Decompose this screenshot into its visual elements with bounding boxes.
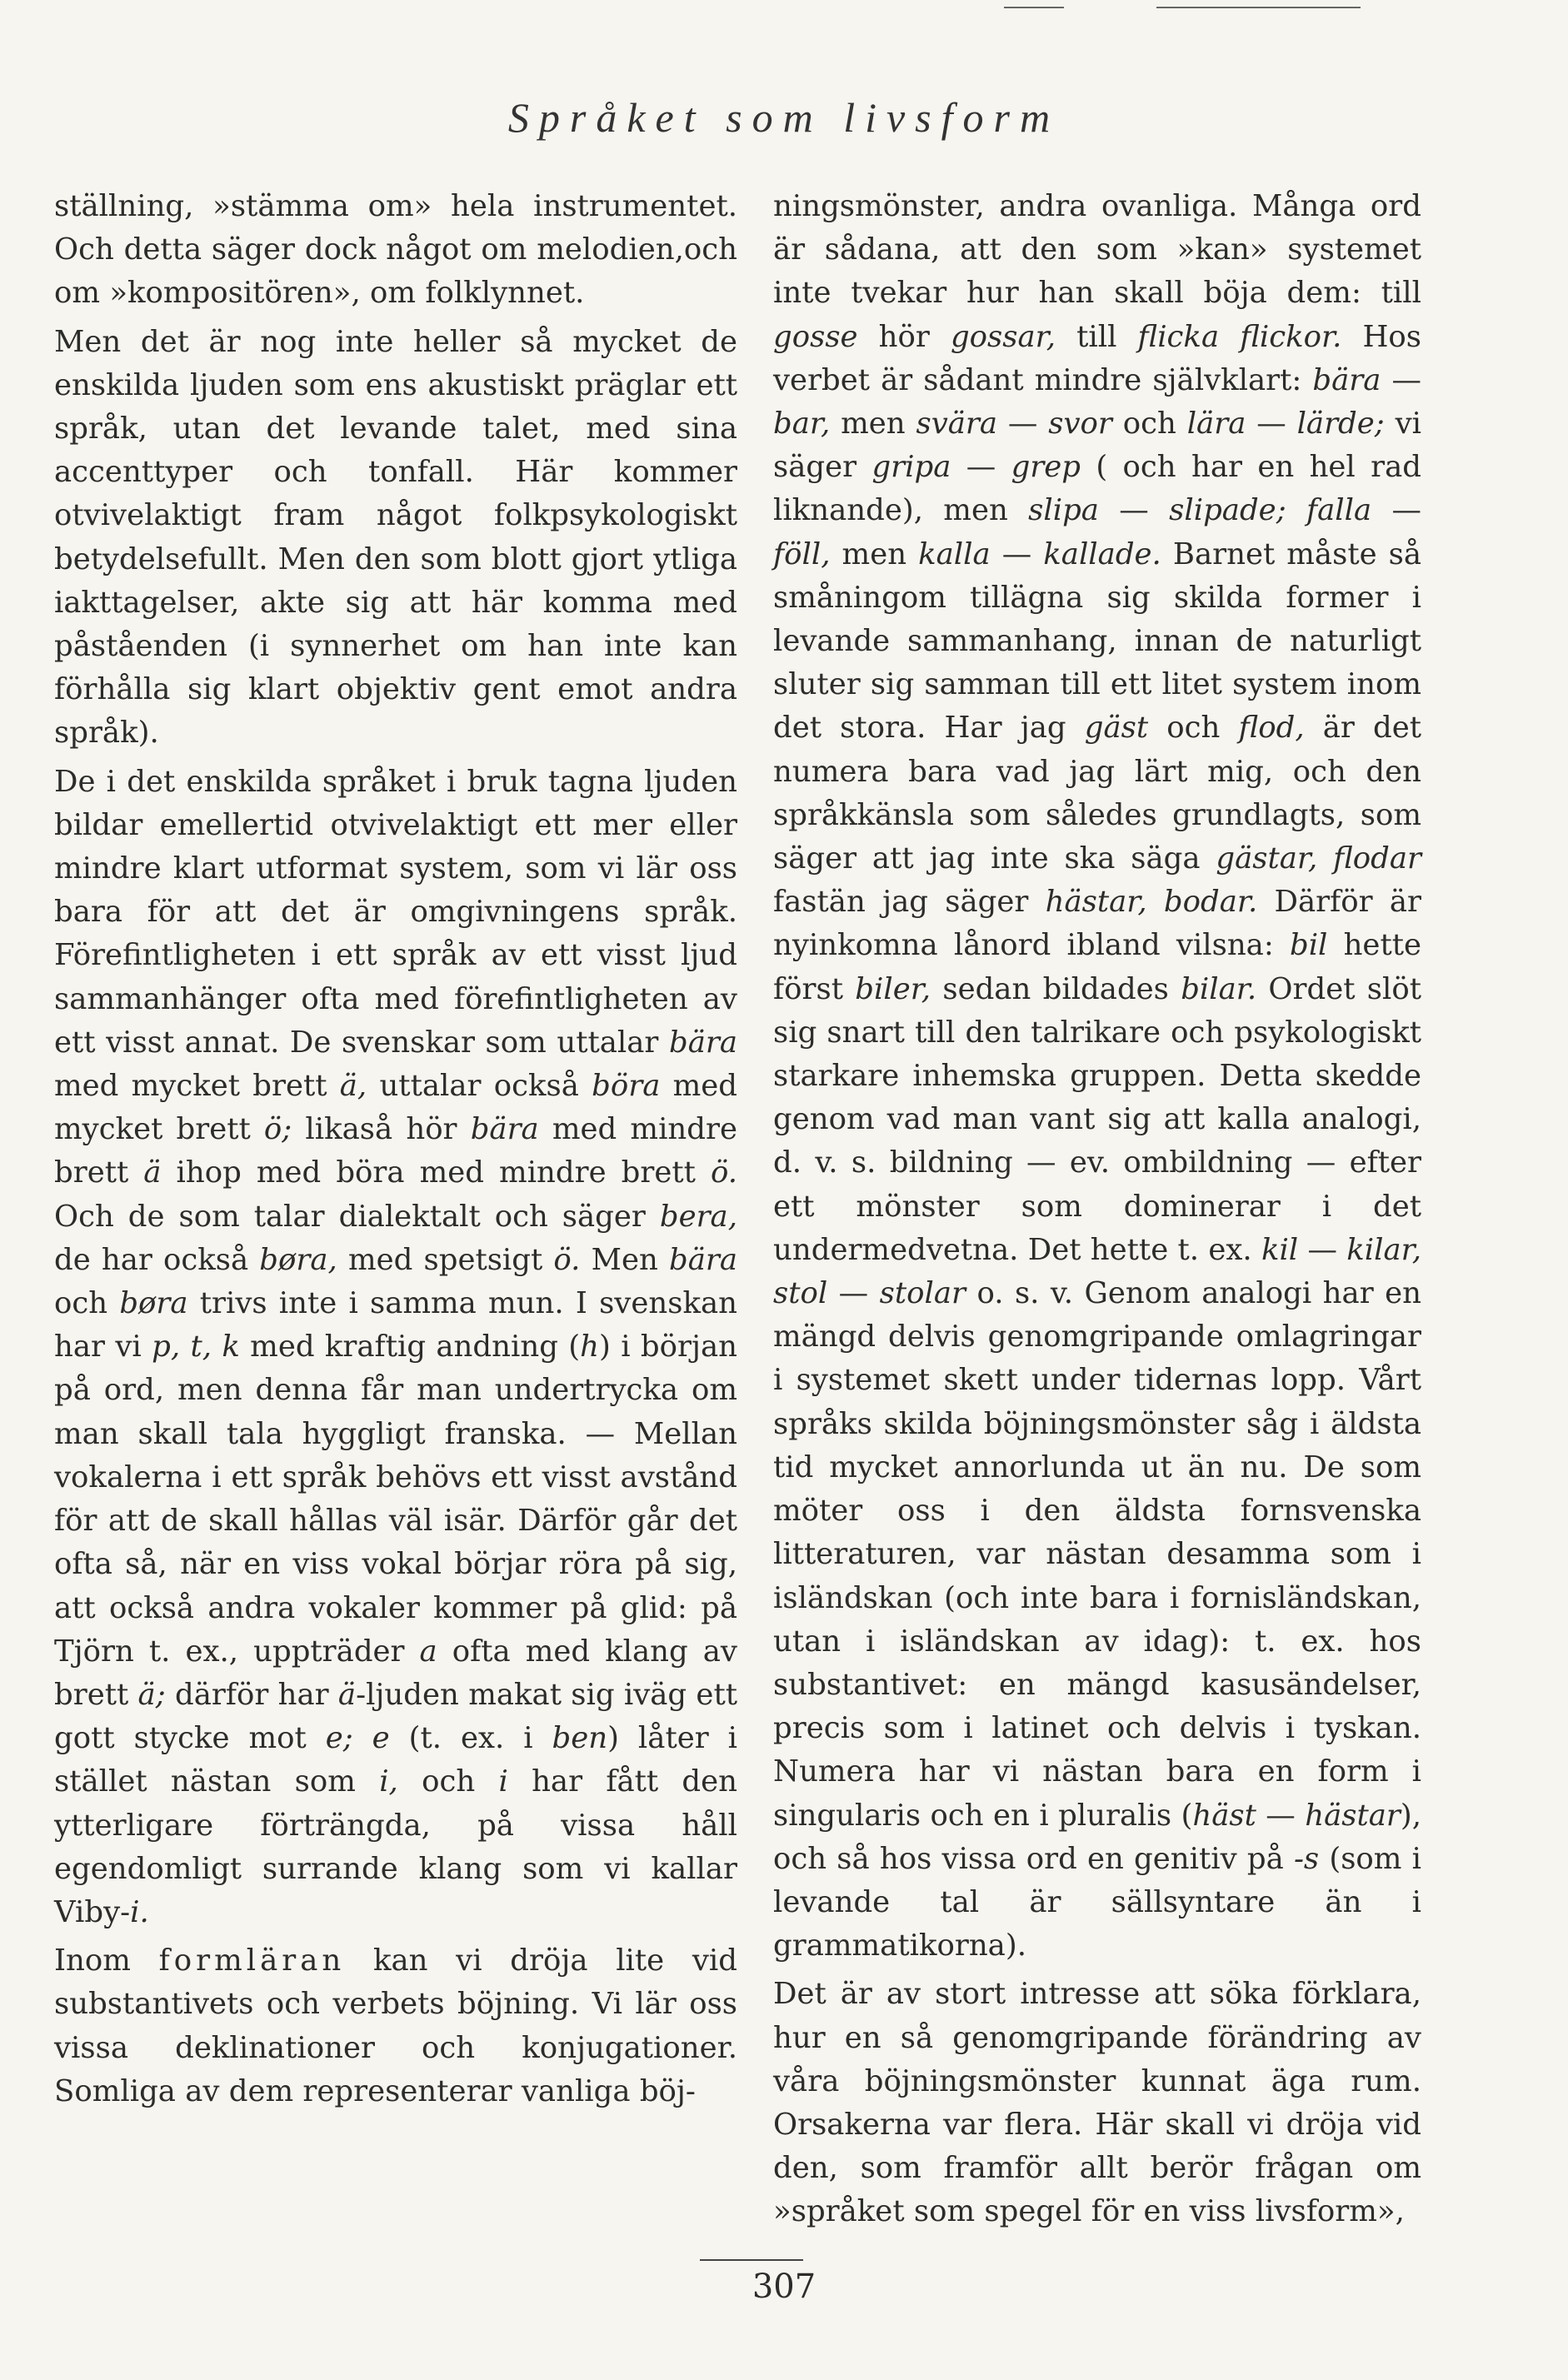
paragraph: Men det är nog inte heller så mycket de enskilda ljuden som ens akustiskt präglar ett språk, utan det levande talet, med sina accenttyper och tonfall. Här kommer otvivelaktigt fram något folkpsykologiskt betydelsefullt. Men den som blott gjort ytliga iakttagelser, akte sig att här komma med påståenden (i synnerhet om han inte kan förhålla sig klart objektiv gent emot andra språk). (54, 324, 737, 751)
paragraph: De i det enskilda språket i bruk tagna ljuden bildar emellertid otvivelaktigt ett mer eller mindre klart utformat system, som vi lär oss bara för att det är omgivningens språk. Förefintligheten i ett språk av ett visst ljud sammanhänger ofta med förefintligheten av ett visst annat. De svenskar som uttalar bära med mycket brett ä, uttalar också böra med mycket brett ö; likaså hör bära med mindre brett ä ihop med böra med mindre brett ö. Och de som talar dialektalt och säger bera, de har också børa, med spetsigt ö. Men bära och børa trivs inte i samma mun. I svenskan har vi p, t, k med kraftig andning (h) i början på ord, men denna får man undertrycka om man skall tala hyggligt franska. — Mellan vokalerna i ett språk behövs ett visst avstånd för att de skall hållas väl isär. Därför går det ofta så, när en viss vokal börjar röra på sig, att också andra vokaler kommer på glid: på Tjörn t. ex., uppträder a ofta med klang av brett ä; därför har ä-ljuden makat sig iväg ett gott stycke mot e; e (t. ex. i ben) låter i stället nästan som i, och i har fått den ytterligare förträngda, på vissa håll egendomligt surrande klang som vi kallar Viby-i. (54, 764, 737, 1929)
footer-rule (700, 2259, 803, 2261)
paragraph: Inom formläran kan vi dröja lite vid substantivets och verbets böjning. Vi lär oss vissa deklinationer och konjugationer. Somliga av dem representerar vanliga böj- (54, 1943, 737, 2108)
paragraph: ningsmönster, andra ovanliga. Många ord är sådana, att den som »kan» systemet inte tvekar hur han skall böja dem: till gosse hör gossar, till flicka flickor. Hos verbet är sådant mindre självklart: bära — bar, men svära — svor och lära — lärde; vi säger gripa — grep ( och har en hel rad liknande), men slipa — slipade; falla — föll, men kalla — kallade. Barnet måste så småningom tillägna sig skilda former i levande sammanhang, innan de naturligt sluter sig samman till ett litet system inom det stora. Har jag gäst och flod, är det numera bara vad jag lärt mig, och den språkkänsla som således grundlagts, som säger att jag inte ska säga gästar, flodar fastän jag säger hästar, bodar. Därför är nyinkomna lånord ibland vilsna: bil hette först biler, sedan bildades bilar. Ordet slöt sig snart till den talrikare och psykologiskt starkare inhemska gruppen. Detta skedde genom vad man vant sig att kalla analogi, d. v. s. bildning — ev. ombildning — efter ett mönster som dominerar i det undermedvetna. Det hette t. ex. kil — kilar, stol — stolar o. s. v. Genom analogi har en mängd delvis genomgripande omlagringar i systemet skett under tidernas lopp. Vårt språks skilda böjningsmönster såg i äldsta tid mycket annorlunda ut än nu. De som möter oss i den äldsta fornsvenska litteraturen, var nästan desamma som i isländskan (och inte bara i fornisländskan, utan i isländskan av idag): t. ex. hos substantivet: en mängd kasusändelser, precis som i latinet och delvis i tyskan. Numera har vi nästan bara en form i singularis och en i pluralis (häst — hästar), och så hos vissa ord en genitiv på -s (som i levande tal är sällsyntare än i grammatikorna). (773, 189, 1422, 1963)
scan-edge-mark (1004, 7, 1064, 8)
running-header: Språket som livsform (507, 94, 1061, 141)
scan-edge-mark (1156, 7, 1361, 8)
left-column (54, 185, 737, 2113)
right-column (773, 185, 1421, 2234)
paragraph: ställning, »stämma om» hela instrumentet. Och detta säger dock något om melodien,och om »kompositören», om folklynnet. (54, 189, 737, 311)
paragraph: Det är av stort intresse att söka förklara, hur en så genomgripande förändring av våra böjningsmönster kunnat äga rum. Orsakerna var flera. Här skall vi dröja vid den, som framför allt berör frågan om »språket som spegel för en viss livsform», (773, 1977, 1421, 2229)
page-number: 307 (752, 2268, 816, 2306)
